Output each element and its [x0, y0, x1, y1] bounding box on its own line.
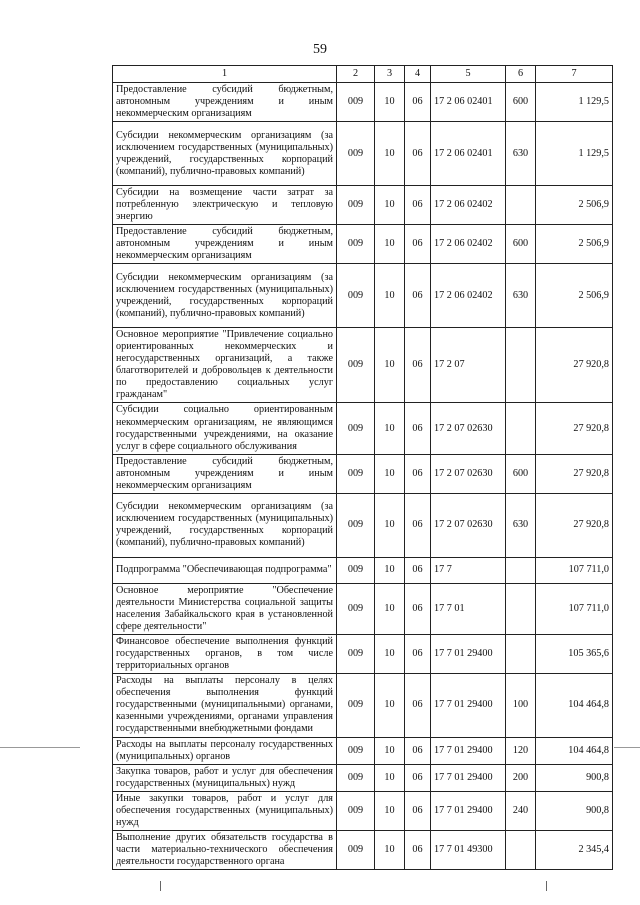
row-expense-type: 100	[506, 673, 536, 737]
row-subsection: 06	[405, 634, 431, 673]
table-row	[113, 454, 613, 493]
table-row	[113, 264, 613, 328]
row-target-article: 17 7 01	[431, 583, 506, 634]
row-expense-type	[506, 583, 536, 634]
row-subsection: 06	[405, 186, 431, 225]
row-target-article: 17 2 06 02402	[431, 225, 506, 264]
header-cell: 1	[113, 66, 337, 83]
row-expense-type: 200	[506, 764, 536, 791]
row-sum: 104 464,8	[536, 673, 613, 737]
row-description: Предоставление субсидий бюджетным, автономным учреждениям и иным некоммерческим организациям	[113, 225, 337, 264]
row-sum: 104 464,8	[536, 737, 613, 764]
row-subsection: 06	[405, 764, 431, 791]
row-description: Субсидии некоммерческим организациям (за исключением государственных (муниципальных) учреждений, государственных корпораций (компаний), публично-правовых компаний)	[113, 122, 337, 186]
row-section: 10	[375, 583, 405, 634]
table-row	[113, 792, 613, 831]
row-sum: 105 365,6	[536, 634, 613, 673]
row-admin-code: 009	[337, 634, 375, 673]
row-admin-code: 009	[337, 83, 375, 122]
row-subsection: 06	[405, 583, 431, 634]
header-cell: 3	[375, 66, 405, 83]
header-cell: 5	[431, 66, 506, 83]
row-description: Подпрограмма "Обеспечивающая подпрограмма"	[113, 557, 337, 583]
header-cell: 4	[405, 66, 431, 83]
table-row	[113, 493, 613, 557]
row-sum: 900,8	[536, 764, 613, 791]
row-target-article: 17 2 07 02630	[431, 493, 506, 557]
table-row	[113, 831, 613, 870]
row-target-article: 17 2 06 02401	[431, 122, 506, 186]
row-expense-type	[506, 634, 536, 673]
header-cell: 2	[337, 66, 375, 83]
row-target-article: 17 2 07	[431, 328, 506, 403]
row-target-article: 17 2 06 02401	[431, 83, 506, 122]
row-section: 10	[375, 186, 405, 225]
row-section: 10	[375, 328, 405, 403]
row-subsection: 06	[405, 493, 431, 557]
row-admin-code: 009	[337, 225, 375, 264]
row-sum: 900,8	[536, 792, 613, 831]
row-admin-code: 009	[337, 737, 375, 764]
row-section: 10	[375, 122, 405, 186]
row-subsection: 06	[405, 673, 431, 737]
row-section: 10	[375, 792, 405, 831]
row-sum: 27 920,8	[536, 328, 613, 403]
page-number: 59	[313, 42, 327, 57]
header-row	[113, 66, 613, 83]
row-expense-type	[506, 831, 536, 870]
row-admin-code: 009	[337, 328, 375, 403]
row-target-article: 17 7 01 29400	[431, 634, 506, 673]
row-sum: 1 129,5	[536, 83, 613, 122]
row-sum: 2 506,9	[536, 186, 613, 225]
row-expense-type: 630	[506, 264, 536, 328]
row-expense-type: 240	[506, 792, 536, 831]
row-description: Предоставление субсидий бюджетным, автономным учреждениям и иным некоммерческим организациям	[113, 454, 337, 493]
row-sum: 27 920,8	[536, 454, 613, 493]
row-section: 10	[375, 673, 405, 737]
row-expense-type	[506, 403, 536, 454]
row-subsection: 06	[405, 557, 431, 583]
row-admin-code: 009	[337, 764, 375, 791]
row-description: Иные закупки товаров, работ и услуг для обеспечения государственных (муниципальных) нужд	[113, 792, 337, 831]
row-sum: 2 506,9	[536, 225, 613, 264]
row-subsection: 06	[405, 264, 431, 328]
row-description: Закупка товаров, работ и услуг для обеспечения государственных (муниципальных) нужд	[113, 764, 337, 791]
row-description: Основное мероприятие "Привлечение социально ориентированных некоммерческих и негосударственных организаций, а также благотворителей и добровольцев к деятельности по предоставлению социальных услуг гражданам"	[113, 328, 337, 403]
row-admin-code: 009	[337, 403, 375, 454]
row-description: Расходы на выплаты персоналу государственных (муниципальных) органов	[113, 737, 337, 764]
row-sum: 107 711,0	[536, 557, 613, 583]
table-row	[113, 225, 613, 264]
row-admin-code: 009	[337, 264, 375, 328]
table-row	[113, 583, 613, 634]
row-section: 10	[375, 225, 405, 264]
row-expense-type: 120	[506, 737, 536, 764]
row-section: 10	[375, 454, 405, 493]
row-expense-type: 600	[506, 454, 536, 493]
row-expense-type: 630	[506, 493, 536, 557]
row-subsection: 06	[405, 454, 431, 493]
row-sum: 107 711,0	[536, 583, 613, 634]
scan-mark	[614, 747, 640, 748]
row-admin-code: 009	[337, 122, 375, 186]
row-subsection: 06	[405, 83, 431, 122]
row-admin-code: 009	[337, 454, 375, 493]
row-description: Субсидии социально ориентированным некоммерческим организациям, не являющимся государственными учреждениями, на оказание услуг в сфере социального обслуживания	[113, 403, 337, 454]
row-section: 10	[375, 264, 405, 328]
table-row	[113, 557, 613, 583]
row-subsection: 06	[405, 737, 431, 764]
row-description: Основное мероприятие "Обеспечение деятельности Министерства социальной защиты населения Забайкальского края в установленной сфере деятельности"	[113, 583, 337, 634]
row-description: Субсидии некоммерческим организациям (за исключением государственных (муниципальных) учреждений, государственных корпораций (компаний), публично-правовых компаний)	[113, 264, 337, 328]
row-sum: 27 920,8	[536, 493, 613, 557]
row-section: 10	[375, 737, 405, 764]
row-description: Выполнение других обязательств государства в части материально-технического обеспечения деятельности государственного органа	[113, 831, 337, 870]
table-row	[113, 737, 613, 764]
row-expense-type: 600	[506, 83, 536, 122]
row-admin-code: 009	[337, 493, 375, 557]
row-description: Предоставление субсидий бюджетным, автономным учреждениям и иным некоммерческим организациям	[113, 83, 337, 122]
row-description: Финансовое обеспечение выполнения функций государственных органов, в том числе территориальных органов	[113, 634, 337, 673]
row-sum: 27 920,8	[536, 403, 613, 454]
row-target-article: 17 7 01 29400	[431, 737, 506, 764]
scan-mark	[546, 881, 547, 891]
row-subsection: 06	[405, 831, 431, 870]
budget-table	[112, 65, 613, 870]
scan-mark	[0, 747, 80, 748]
row-subsection: 06	[405, 792, 431, 831]
row-section: 10	[375, 403, 405, 454]
row-subsection: 06	[405, 122, 431, 186]
table-row	[113, 122, 613, 186]
scan-mark	[160, 881, 161, 891]
row-admin-code: 009	[337, 831, 375, 870]
row-target-article: 17 7 01 29400	[431, 673, 506, 737]
row-admin-code: 009	[337, 186, 375, 225]
table-row	[113, 673, 613, 737]
row-section: 10	[375, 634, 405, 673]
row-sum: 2 506,9	[536, 264, 613, 328]
row-target-article: 17 2 07 02630	[431, 403, 506, 454]
row-description: Субсидии некоммерческим организациям (за исключением государственных (муниципальных) учреждений, государственных корпораций (компаний), публично-правовых компаний)	[113, 493, 337, 557]
header-cell: 6	[506, 66, 536, 83]
row-admin-code: 009	[337, 792, 375, 831]
row-subsection: 06	[405, 225, 431, 264]
row-section: 10	[375, 83, 405, 122]
row-admin-code: 009	[337, 583, 375, 634]
row-section: 10	[375, 831, 405, 870]
table-row	[113, 83, 613, 122]
header-cell: 7	[536, 66, 613, 83]
row-subsection: 06	[405, 328, 431, 403]
table-row	[113, 186, 613, 225]
table-row	[113, 634, 613, 673]
row-sum: 2 345,4	[536, 831, 613, 870]
row-section: 10	[375, 764, 405, 791]
row-expense-type	[506, 557, 536, 583]
row-target-article: 17 7 01 29400	[431, 792, 506, 831]
row-expense-type	[506, 328, 536, 403]
row-section: 10	[375, 493, 405, 557]
row-expense-type: 630	[506, 122, 536, 186]
row-expense-type: 600	[506, 225, 536, 264]
row-admin-code: 009	[337, 557, 375, 583]
row-sum: 1 129,5	[536, 122, 613, 186]
row-section: 10	[375, 557, 405, 583]
row-admin-code: 009	[337, 673, 375, 737]
row-target-article: 17 7 01 49300	[431, 831, 506, 870]
row-target-article: 17 2 06 02402	[431, 264, 506, 328]
row-expense-type	[506, 186, 536, 225]
row-target-article: 17 7 01 29400	[431, 764, 506, 791]
row-target-article: 17 2 07 02630	[431, 454, 506, 493]
table-row	[113, 328, 613, 403]
row-description: Субсидии на возмещение части затрат за потребленную электрическую и тепловую энергию	[113, 186, 337, 225]
table-row	[113, 403, 613, 454]
row-subsection: 06	[405, 403, 431, 454]
row-target-article: 17 2 06 02402	[431, 186, 506, 225]
table-row	[113, 764, 613, 791]
row-description: Расходы на выплаты персоналу в целях обеспечения выполнения функций государственными (муниципальными) органами, казенными учреждениями, органами управления государственными внебюджетными фондами	[113, 673, 337, 737]
row-target-article: 17 7	[431, 557, 506, 583]
